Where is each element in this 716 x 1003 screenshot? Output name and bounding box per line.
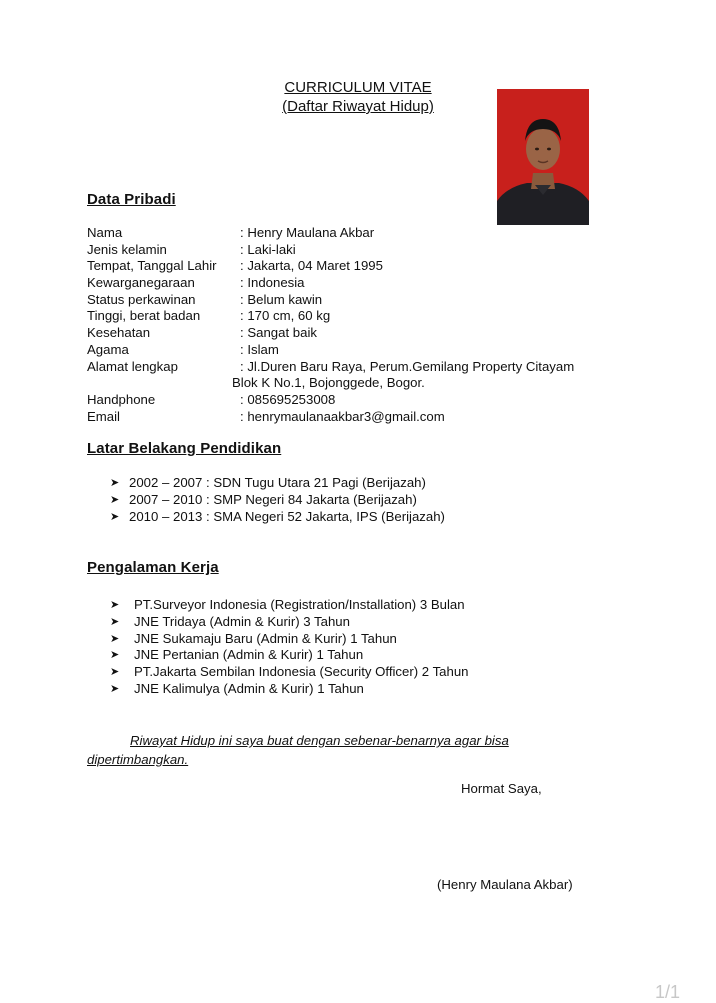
personal-row-address-continued <box>87 375 647 392</box>
personal-value: : Belum kawin <box>240 291 323 307</box>
personal-label: Alamat lengkap <box>87 358 178 374</box>
personal-row-marital <box>87 292 647 309</box>
personal-row-phone <box>87 392 647 409</box>
personal-row-gender <box>87 242 647 259</box>
personal-row-birth <box>87 258 647 275</box>
closing-line-2: dipertimbangkan. <box>87 752 189 767</box>
experience-heading: Pengalaman Kerja <box>87 559 219 576</box>
personal-value: : Indonesia <box>240 275 305 291</box>
arrowhead-bullet-icon: ➤ <box>110 493 120 506</box>
arrowhead-bullet-icon: ➤ <box>110 632 120 645</box>
education-item-text: 2010 – 2013 : SMA Negeri 52 Jakarta, IPS (Berijazah) <box>129 508 445 524</box>
experience-item-text: JNE Kalimulya (Admin & Kurir) 1 Tahun <box>134 680 364 696</box>
personal-row-email <box>87 409 647 426</box>
experience-item-text: JNE Pertanian (Admin & Kurir) 1 Tahun <box>134 647 364 663</box>
personal-value: Blok K No.1, Bojonggede, Bogor. <box>232 375 425 391</box>
education-heading: Latar Belakang Pendidikan <box>87 440 282 457</box>
page-counter: 1/1 <box>655 982 681 1002</box>
profile-photo-illustration <box>497 89 589 225</box>
education-item-text: 2007 – 2010 : SMP Negeri 84 Jakarta (Berijazah) <box>129 491 417 507</box>
signoff-regards: Hormat Saya, <box>461 781 542 796</box>
personal-label: Kewarganegaraan <box>87 275 195 291</box>
education-item-text: 2002 – 2007 : SDN Tugu Utara 21 Pagi (Berijazah) <box>129 475 426 490</box>
personal-value: : Henry Maulana Akbar <box>240 225 375 240</box>
experience-item-text: PT.Jakarta Sembilan Indonesia (Security Officer) 2 Tahun <box>134 664 469 680</box>
arrowhead-bullet-icon: ➤ <box>110 666 120 679</box>
personal-data-heading: Data Pribadi <box>87 191 176 208</box>
personal-value: : 085695253008 <box>240 391 336 407</box>
personal-row-name <box>87 225 647 242</box>
arrowhead-bullet-icon: ➤ <box>110 510 120 523</box>
arrowhead-bullet-icon: ➤ <box>110 615 120 628</box>
personal-label: Tinggi, berat badan <box>87 308 201 324</box>
arrowhead-bullet-icon: ➤ <box>110 682 120 695</box>
signature-name: (Henry Maulana Akbar) <box>437 877 573 892</box>
personal-label: Handphone <box>87 391 156 407</box>
personal-data-table <box>87 225 647 425</box>
closing-statement <box>87 731 587 769</box>
personal-label: Nama <box>87 225 123 240</box>
personal-value: : Islam <box>240 341 279 357</box>
document-title: CURRICULUM VITAE <box>284 79 432 96</box>
personal-value: : Sangat baik <box>240 325 317 341</box>
personal-value: : henrymaulanaakbar3@gmail.com <box>240 408 445 424</box>
experience-item-text: JNE Tridaya (Admin & Kurir) 3 Tahun <box>134 613 350 629</box>
personal-label: Jenis kelamin <box>87 241 167 257</box>
personal-row-height-weight <box>87 308 647 325</box>
personal-value: : Jakarta, 04 Maret 1995 <box>240 258 383 274</box>
personal-row-religion <box>87 342 647 359</box>
personal-label: Agama <box>87 341 129 357</box>
arrowhead-bullet-icon: ➤ <box>110 649 120 662</box>
experience-item-text: JNE Sukamaju Baru (Admin & Kurir) 1 Tahun <box>134 630 397 646</box>
arrowhead-bullet-icon: ➤ <box>110 477 120 489</box>
personal-value: : Jl.Duren Baru Raya, Perum.Gemilang Property Citayam <box>240 358 575 374</box>
arrowhead-bullet-icon: ➤ <box>110 599 120 611</box>
personal-label: Status perkawinan <box>87 291 196 307</box>
profile-photo <box>497 89 589 225</box>
personal-row-address <box>87 359 647 376</box>
personal-label: Kesehatan <box>87 325 151 341</box>
closing-line-1: Riwayat Hidup ini saya buat dengan sebenar-benarnya agar bisa <box>130 733 509 748</box>
personal-label: Email <box>87 408 120 424</box>
personal-row-health <box>87 325 647 342</box>
personal-value: : 170 cm, 60 kg <box>240 308 331 324</box>
personal-value: : Laki-laki <box>240 241 296 257</box>
document-title-block <box>248 78 468 116</box>
experience-item-text: PT.Surveyor Indonesia (Registration/Installation) 3 Bulan <box>134 597 465 612</box>
personal-row-nationality <box>87 275 647 292</box>
personal-label: Tempat, Tanggal Lahir <box>87 258 217 274</box>
document-subtitle: (Daftar Riwayat Hidup) <box>282 98 434 115</box>
